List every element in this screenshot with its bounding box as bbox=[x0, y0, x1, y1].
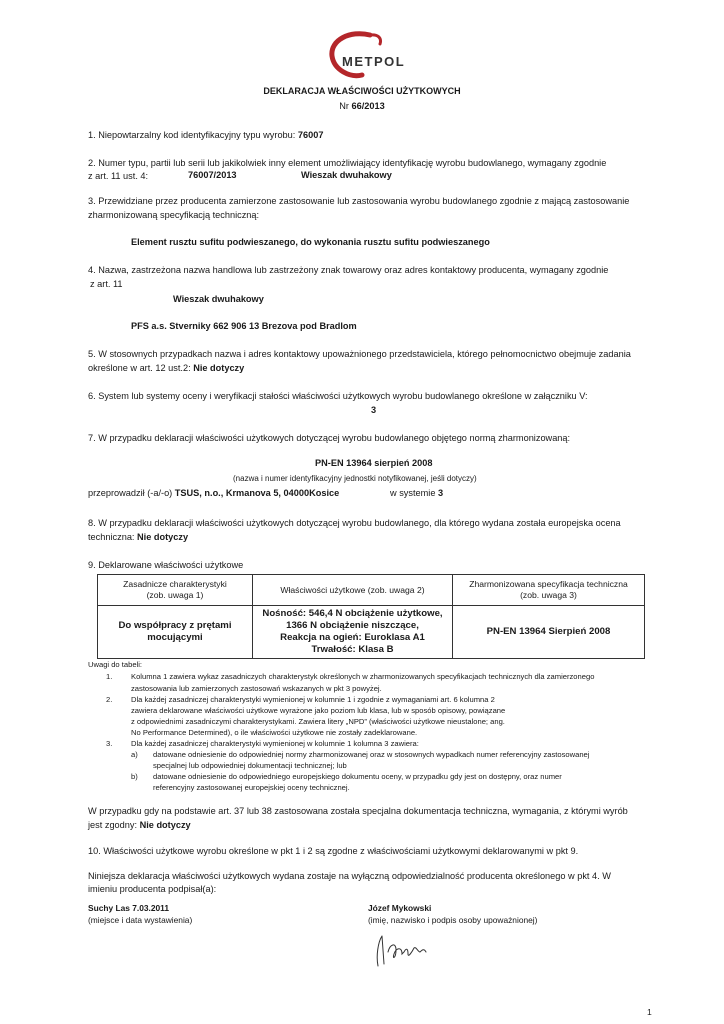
special-doc-line2 bbox=[88, 820, 191, 830]
signatory-name: Józef Mykowski bbox=[368, 903, 432, 913]
logo-text: METPOL bbox=[342, 54, 406, 69]
note-1-number: 1. bbox=[106, 672, 113, 681]
product-code: 76007 bbox=[297, 130, 324, 140]
manufacturer-address: PFS a.s. Stverniky 662 906 13 Brezova pod Bradlom bbox=[131, 321, 357, 331]
place-date: Suchy Las 7.03.2011 bbox=[88, 903, 170, 913]
note-2-line4: No Performance Determined), o ile właściwości użytkowe nie zostały zadeklarowane. bbox=[131, 728, 418, 737]
table-cell-performance bbox=[253, 606, 453, 659]
note-1-line1: Kolumna 1 zawiera wykaz zasadniczych charakterystyk określonych w zharmonizowanych specyfikacjach technicznych dla zamierzonego bbox=[131, 672, 595, 681]
note-a-number: a) bbox=[131, 750, 138, 759]
trade-name: Wieszak dwuhakowy bbox=[173, 294, 264, 304]
notified-body-caption: (nazwa i numer identyfikacyjny jednostki notyfikowanej, jeśli dotyczy) bbox=[233, 474, 477, 483]
section-8-line1: 8. W przypadku deklaracji właściwości użytkowych dotyczącej wyrobu budowlanego, dla którego wydana została europejska ocena bbox=[88, 518, 621, 528]
section-5-value: Nie dotyczy bbox=[193, 363, 245, 373]
section-4-line1: 4. Nazwa, zastrzeżona nazwa handlowa lub zastrzeżony znak towarowy oraz adres kontaktowy producenta, wymagany zgodnie bbox=[88, 265, 609, 275]
section-5-line1: 5. W stosownych przypadkach nazwa i adres kontaktowy upoważnionego przedstawiciela, którego pełnomocnictwo obejmuje zadania bbox=[88, 349, 631, 359]
page-number: 1 bbox=[647, 1007, 652, 1017]
system-label: w systemie bbox=[390, 488, 438, 498]
table-cell-specification bbox=[453, 606, 645, 659]
table-header-cell bbox=[453, 575, 645, 606]
harmonized-norm: PN-EN 13964 sierpień 2008 bbox=[315, 458, 433, 468]
section-1 bbox=[88, 130, 323, 140]
metpol-logo bbox=[322, 30, 414, 80]
section-5-line2-text: określone w art. 12 ust.2: bbox=[88, 363, 194, 373]
section-3-line1: 3. Przewidziane przez producenta zamierzone zastosowanie lub zastosowania wyrobu budowlanego zgodnie z mającą zastosowanie bbox=[88, 196, 630, 206]
type-name: Wieszak dwuhakowy bbox=[301, 170, 392, 180]
table-header-cell bbox=[98, 575, 253, 606]
note-3-line1: Dla każdej zasadniczej charakterystyki wymienionej w kolumnie 1 kolumna 3 zawiera: bbox=[131, 739, 419, 748]
note-b-line1: datowane odniesienie do odpowiedniego europejskiego dokumentu oceny, w przypadku gdy jest on dostępny, oraz numer bbox=[153, 772, 562, 781]
header-3-line2: (zob. uwaga 3) bbox=[520, 590, 577, 600]
note-2-line1: Dla każdej zasadniczej charakterystyki wymienionej w kolumnie 1 i zgodnie z wymaganiami art. 6 kolumna 2 bbox=[131, 695, 495, 704]
table-header-cell bbox=[253, 575, 453, 606]
section-5-line2 bbox=[88, 363, 244, 373]
special-doc-line2-text: jest zgodny: bbox=[88, 820, 140, 830]
note-a-line1: datowane odniesienie do odpowiedniej normy zharmonizowanej oraz w stosownych wypadkach numer referencyjny zastosowanej bbox=[153, 750, 590, 759]
header-1-line1: Zasadnicze charakterystyki bbox=[123, 579, 227, 589]
note-2-line2: zawiera deklarowane właściwości użytkowe wyrażone jako poziom lub klasa, lub w sposób opisowy, powiązane bbox=[131, 706, 506, 715]
section-10: 10. Właściwości użytkowe wyrobu określone w pkt 1 i 2 są zgodne z właściwościami użytkowymi deklarowanymi w pkt 9. bbox=[88, 846, 579, 856]
note-a-line2: specjalnej lub odpowiedniej dokumentacji technicznej; lub bbox=[153, 761, 347, 770]
performance-table bbox=[97, 574, 645, 659]
section-4-line2: z art. 11 bbox=[90, 279, 123, 289]
special-doc-value: Nie dotyczy bbox=[139, 820, 191, 830]
assessment-system: 3 bbox=[371, 405, 377, 415]
header-1-line2: (zob. uwaga 1) bbox=[146, 590, 204, 600]
place-date-caption: (miejsce i data wystawienia) bbox=[88, 915, 193, 925]
signatory-caption: (imię, nazwisko i podpis osoby upoważnionej) bbox=[368, 915, 538, 925]
document-number-value: 66/2013 bbox=[351, 101, 385, 111]
specification-value: PN-EN 13964 Sierpień 2008 bbox=[486, 626, 611, 637]
section-2-line1: 2. Numer typu, partii lub serii lub jakikolwiek inny element umożliwiający identyfikację wyrobu budowlanego, wymagany zgodnie bbox=[88, 158, 607, 168]
performance-line4: Trwałość: Klasa B bbox=[311, 644, 394, 655]
note-b-line2: referencyjny zastosowanej europejskiej oceny technicznej. bbox=[153, 783, 350, 792]
responsibility-line1: Niniejsza deklaracja właściwości użytkowych wydana zostaje na wyłączną odpowiedzialność producenta określonego w pkt 4. W bbox=[88, 871, 611, 881]
header-2-line1: Właściwości użytkowe (zob. uwaga 2) bbox=[280, 584, 425, 595]
special-doc-line1: W przypadku gdy na podstawie art. 37 lub 38 zastosowana została specjalna dokumentacja techniczna, wymagania, z którymi wyrób bbox=[88, 806, 628, 816]
section-6-line1: 6. System lub systemy oceny i weryfikacji stałości właściwości użytkowych wyrobu budowlanego określone w załączniku V: bbox=[88, 391, 588, 401]
notified-body: TSUS, n.o., Krmanova 5, 04000Kosice bbox=[174, 488, 340, 498]
section-7-performed bbox=[88, 488, 339, 498]
section-3-line2: zharmonizowaną specyfikacją techniczną: bbox=[88, 210, 260, 220]
document-title: DEKLARACJA WŁAŚCIWOŚCI UŻYTKOWYCH bbox=[263, 86, 461, 96]
notes-title: Uwagi do tabeli: bbox=[88, 660, 143, 669]
section-1-text: 1. Niepowtarzalny kod identyfikacyjny typu wyrobu: bbox=[88, 130, 298, 140]
section-8-value: Nie dotyczy bbox=[137, 532, 189, 542]
header-3-line1: Zharmonizowana specyfikacja techniczna bbox=[469, 579, 628, 589]
document-number-prefix: Nr bbox=[339, 101, 352, 111]
note-b-number: b) bbox=[131, 772, 138, 781]
performed-label: przeprowadził (-a/-o) bbox=[88, 488, 175, 498]
note-2-number: 2. bbox=[106, 695, 113, 704]
section-9-title: 9. Deklarowane właściwości użytkowe bbox=[88, 560, 244, 570]
characteristic-line1: Do współpracy z prętami bbox=[118, 620, 232, 631]
performance-line2: 1366 N obciążenie niszczące, bbox=[286, 620, 419, 631]
section-8-line2-text: techniczna: bbox=[88, 532, 138, 542]
performance-line1: Nośność: 546,4 N obciążenie użytkowe, bbox=[262, 608, 443, 619]
type-number: 76007/2013 bbox=[188, 170, 237, 180]
table-cell-characteristic bbox=[98, 606, 253, 659]
table-row bbox=[98, 606, 645, 659]
responsibility-line2: imieniu producenta podpisał(a): bbox=[88, 884, 217, 894]
performance-line3: Reakcja na ogień: Euroklasa A1 bbox=[280, 632, 425, 643]
section-2-line2: z art. 11 ust. 4: bbox=[88, 171, 149, 181]
table-header-row bbox=[98, 575, 645, 606]
handwritten-signature bbox=[372, 930, 434, 970]
note-3-number: 3. bbox=[106, 739, 113, 748]
section-8-line2 bbox=[88, 532, 188, 542]
system-line bbox=[390, 488, 443, 498]
section-7-line1: 7. W przypadku deklaracji właściwości użytkowych dotyczącej wyrobu budowlanego objętego normą zharmonizowaną: bbox=[88, 433, 571, 443]
system-value: 3 bbox=[438, 488, 444, 498]
note-2-line3: z odpowiednimi zasadniczymi charakterystykami. Zawiera litery „NPD” (właściwości użytkowe nieustalone; ang. bbox=[131, 717, 505, 726]
document-number bbox=[0, 101, 724, 111]
intended-use: Element rusztu sufitu podwieszanego, do wykonania rusztu sufitu podwieszanego bbox=[131, 237, 490, 247]
characteristic-line2: mocującymi bbox=[147, 632, 203, 643]
note-1-line2: zastosowania lub zamierzonych zastosowań wskazanych w pkt 3 powyżej. bbox=[131, 684, 382, 693]
